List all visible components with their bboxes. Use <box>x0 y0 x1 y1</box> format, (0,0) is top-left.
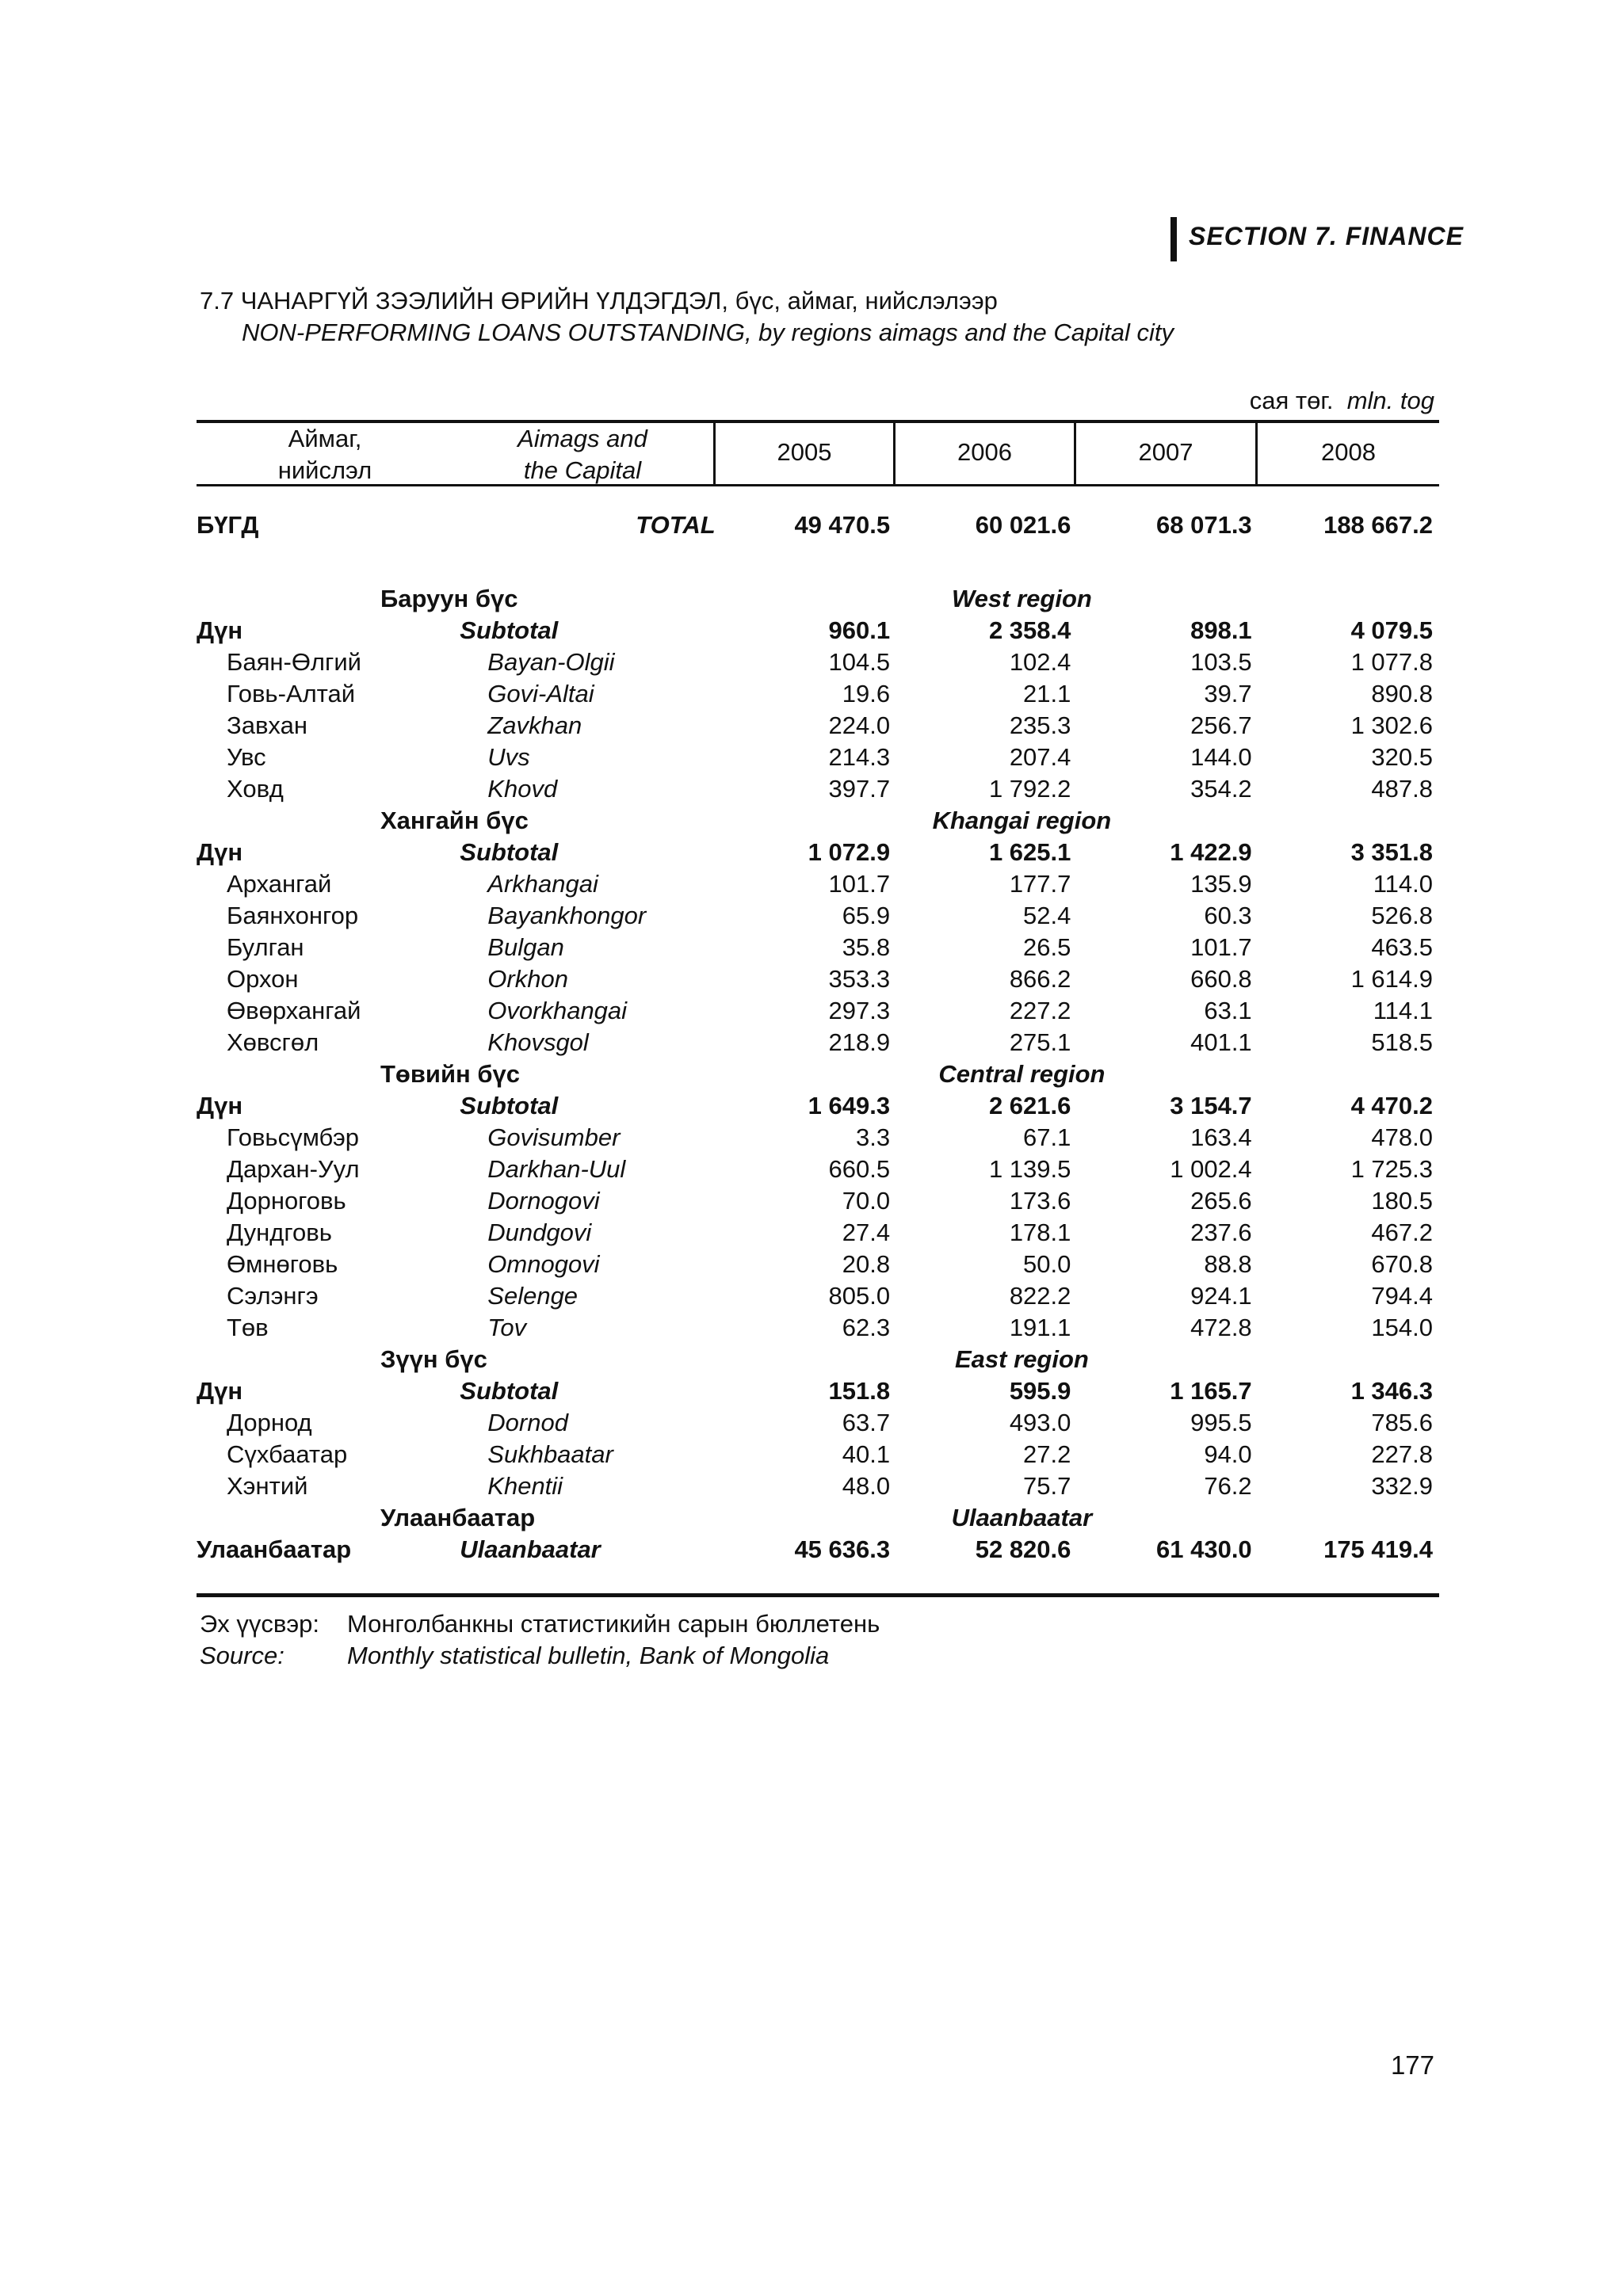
aimag-value: 227.2 <box>1009 997 1071 1024</box>
aimag-name-mn: Хөвсгөл <box>227 1028 319 1056</box>
total-value: 68 071.3 <box>1156 511 1252 539</box>
region-name-en: Khangai region <box>932 807 1112 834</box>
subtotal-label-en: Subtotal <box>460 1377 559 1405</box>
aimag-name-mn: Дархан-Уул <box>227 1155 360 1183</box>
aimag-name-en: Govisumber <box>487 1123 621 1151</box>
aimag-value: 866.2 <box>1009 965 1071 993</box>
aimag-value: 1 725.3 <box>1350 1155 1433 1183</box>
aimag-name-en: Sukhbaatar <box>487 1440 613 1468</box>
region-heading-row <box>197 805 1439 837</box>
aimag-value: 487.8 <box>1371 775 1433 803</box>
aimag-value: 805.0 <box>828 1282 891 1310</box>
table-row <box>197 1439 1439 1470</box>
aimag-value: 60.3 <box>1204 902 1252 929</box>
subtotal-value: 1 422.9 <box>1170 838 1252 866</box>
aimag-name-en: Bayankhongor <box>487 902 647 929</box>
subtotal-value: 595.9 <box>1009 1377 1071 1405</box>
aimag-name-en: Khovsgol <box>487 1028 589 1056</box>
aimag-name-en: Dundgovi <box>487 1219 592 1246</box>
data-table <box>197 509 1439 541</box>
aimag-value: 20.8 <box>842 1250 891 1278</box>
section-marker-bar <box>1170 217 1177 261</box>
spacer-row <box>197 575 1439 583</box>
aimag-value: 256.7 <box>1190 711 1252 739</box>
unit-en: mln. tog <box>1346 387 1434 414</box>
col-header-aimag-en-line1: Aimags and <box>517 425 647 452</box>
subtotal-value: 898.1 <box>1190 616 1252 644</box>
subtotal-value: 52 820.6 <box>975 1535 1071 1563</box>
table-row <box>197 678 1439 710</box>
aimag-name-mn: Хэнтий <box>227 1472 308 1500</box>
table-row <box>197 868 1439 900</box>
aimag-value: 63.7 <box>842 1409 891 1436</box>
aimag-value: 275.1 <box>1009 1028 1071 1056</box>
aimag-value: 397.7 <box>828 775 891 803</box>
aimag-name-mn: Дорнод <box>227 1409 312 1436</box>
aimag-name-en: Omnogovi <box>487 1250 600 1278</box>
col-header-aimag-mn-line1: Аймаг, <box>288 425 362 452</box>
subtotal-value: 2 621.6 <box>988 1092 1071 1119</box>
aimag-value: 88.8 <box>1204 1250 1252 1278</box>
aimag-name-en: Dornogovi <box>487 1187 600 1215</box>
region-name-mn: Зүүн бүс <box>380 1345 487 1373</box>
aimag-name-mn: Өвөрхангай <box>227 997 361 1024</box>
subtotal-value: 1 165.7 <box>1170 1377 1252 1405</box>
aimag-value: 332.9 <box>1371 1472 1433 1500</box>
aimag-name-mn: Говьсүмбэр <box>227 1123 360 1151</box>
aimag-value: 94.0 <box>1204 1440 1252 1468</box>
aimag-value: 1 792.2 <box>988 775 1071 803</box>
aimag-value: 214.3 <box>828 743 891 771</box>
subtotal-row <box>197 1090 1439 1122</box>
table-row <box>197 1122 1439 1154</box>
subtotal-value: 960.1 <box>828 616 891 644</box>
aimag-name-en: Orkhon <box>487 965 568 993</box>
col-header-aimag-mn-line2: нийслэл <box>277 456 372 484</box>
table-row <box>197 646 1439 678</box>
aimag-value: 207.4 <box>1009 743 1071 771</box>
subtotal-row <box>197 1534 1439 1566</box>
aimag-value: 1 302.6 <box>1350 711 1433 739</box>
aimag-name-en: Bulgan <box>487 933 564 961</box>
aimag-value: 660.5 <box>828 1155 891 1183</box>
subtotal-value: 3 351.8 <box>1350 838 1433 866</box>
aimag-value: 52.4 <box>1023 902 1071 929</box>
aimag-value: 19.6 <box>842 680 891 707</box>
aimag-value: 518.5 <box>1371 1028 1433 1056</box>
aimag-value: 154.0 <box>1371 1314 1433 1341</box>
aimag-value: 114.1 <box>1373 997 1433 1024</box>
table-row <box>197 1249 1439 1280</box>
section-label: SECTION 7. FINANCE <box>1189 222 1464 250</box>
subtotal-label-mn: Дүн <box>197 616 243 644</box>
aimag-name-en: Darkhan-Uul <box>487 1155 626 1183</box>
aimag-name-mn: Увс <box>227 743 266 771</box>
region-name-en: Ulaanbaatar <box>951 1504 1093 1531</box>
aimag-value: 75.7 <box>1023 1472 1071 1500</box>
aimag-value: 660.8 <box>1190 965 1252 993</box>
aimag-value: 3.3 <box>856 1123 891 1151</box>
table-row <box>197 932 1439 963</box>
aimag-value: 493.0 <box>1009 1409 1071 1436</box>
aimag-value: 785.6 <box>1371 1409 1433 1436</box>
total-label-en: TOTAL <box>636 511 716 539</box>
subtotal-value: 1 346.3 <box>1350 1377 1433 1405</box>
aimag-name-mn: Сүхбаатар <box>227 1440 348 1468</box>
aimag-name-en: Ovorkhangai <box>487 997 628 1024</box>
subtotal-value: 151.8 <box>828 1377 891 1405</box>
table-row <box>197 773 1439 805</box>
aimag-value: 1 614.9 <box>1350 965 1433 993</box>
table-row <box>197 742 1439 773</box>
table-row <box>197 710 1439 742</box>
aimag-value: 26.5 <box>1023 933 1071 961</box>
aimag-value: 177.7 <box>1009 870 1071 898</box>
aimag-value: 670.8 <box>1371 1250 1433 1278</box>
subtotal-value: 1 072.9 <box>808 838 891 866</box>
subtotal-value: 2 358.4 <box>988 616 1071 644</box>
subtotal-value: 3 154.7 <box>1170 1092 1252 1119</box>
aimag-value: 48.0 <box>842 1472 891 1500</box>
subtotal-label-en: Subtotal <box>460 1092 559 1119</box>
table-row <box>197 1185 1439 1217</box>
aimag-value: 354.2 <box>1190 775 1252 803</box>
aimag-value: 472.8 <box>1190 1314 1252 1341</box>
total-row <box>197 509 1439 541</box>
subtotal-row <box>197 615 1439 646</box>
aimag-value: 237.6 <box>1190 1219 1252 1246</box>
aimag-value: 265.6 <box>1190 1187 1252 1215</box>
aimag-value: 50.0 <box>1023 1250 1071 1278</box>
region-heading-row <box>197 1502 1439 1534</box>
table-row <box>197 1407 1439 1439</box>
region-name-mn: Төвийн бүс <box>380 1060 521 1088</box>
aimag-value: 70.0 <box>842 1187 891 1215</box>
col-header-year: 2006 <box>957 438 1012 466</box>
aimag-name-en: Bayan-Olgii <box>487 648 615 676</box>
subtotal-value: 4 470.2 <box>1350 1092 1433 1119</box>
aimag-value: 478.0 <box>1371 1123 1433 1151</box>
aimag-value: 102.4 <box>1009 648 1071 676</box>
aimag-name-mn: Төв <box>227 1314 269 1341</box>
aimag-value: 101.7 <box>1190 933 1252 961</box>
aimag-value: 526.8 <box>1371 902 1433 929</box>
subtotal-label-en: Ulaanbaatar <box>460 1535 601 1563</box>
aimag-value: 67.1 <box>1023 1123 1071 1151</box>
aimag-value: 1 139.5 <box>988 1155 1071 1183</box>
aimag-value: 40.1 <box>842 1440 891 1468</box>
subtotal-value: 1 625.1 <box>988 838 1071 866</box>
aimag-value: 822.2 <box>1009 1282 1071 1310</box>
table-row <box>197 1027 1439 1058</box>
table-row <box>197 1280 1439 1312</box>
subtotal-value: 1 649.3 <box>808 1092 891 1119</box>
aimag-value: 401.1 <box>1190 1028 1252 1056</box>
aimag-value: 65.9 <box>842 902 891 929</box>
aimag-name-mn: Өмнөговь <box>227 1250 338 1278</box>
aimag-value: 63.1 <box>1204 997 1252 1024</box>
source-label-en: Source: <box>200 1642 285 1669</box>
table-row <box>197 1154 1439 1185</box>
subtotal-label-en: Subtotal <box>460 838 559 866</box>
aimag-value: 191.1 <box>1009 1314 1071 1341</box>
aimag-value: 924.1 <box>1190 1282 1252 1310</box>
aimag-value: 27.4 <box>842 1219 891 1246</box>
col-header-aimag-en <box>499 423 666 486</box>
subtotal-value: 61 430.0 <box>1156 1535 1252 1563</box>
table-title-mn: 7.7 ЧАНАРГҮЙ ЗЭЭЛИЙН ӨРИЙН ҮЛДЭГДЭЛ, бүс, аймаг, нийслэлээр <box>200 287 998 315</box>
subtotal-value: 4 079.5 <box>1350 616 1433 644</box>
aimag-value: 353.3 <box>828 965 891 993</box>
aimag-name-mn: Говь-Алтай <box>227 680 356 707</box>
col-header-year: 2008 <box>1321 438 1376 466</box>
subtotal-value: 175 419.4 <box>1323 1535 1433 1563</box>
region-heading-row <box>197 1344 1439 1375</box>
region-name-mn: Баруун бүс <box>380 585 518 612</box>
aimag-value: 178.1 <box>1009 1219 1071 1246</box>
aimag-value: 320.5 <box>1371 743 1433 771</box>
aimag-name-mn: Дундговь <box>227 1219 332 1246</box>
total-value: 60 021.6 <box>975 511 1071 539</box>
col-header-aimag-en-line2: the Capital <box>523 456 642 484</box>
table-row <box>197 900 1439 932</box>
subtotal-label-mn: Дүн <box>197 838 243 866</box>
source-text-en: Monthly statistical bulletin, Bank of Mongolia <box>347 1642 830 1669</box>
aimag-name-en: Selenge <box>487 1282 579 1310</box>
region-heading-row <box>197 583 1439 615</box>
aimag-value: 104.5 <box>828 648 891 676</box>
aimag-name-en: Govi-Altai <box>487 680 594 707</box>
regions-table <box>197 575 1439 1566</box>
aimag-value: 180.5 <box>1371 1187 1433 1215</box>
aimag-name-mn: Орхон <box>227 965 299 993</box>
aimag-value: 21.1 <box>1023 680 1071 707</box>
aimag-name-en: Khentii <box>487 1472 563 1500</box>
table-row <box>197 1312 1439 1344</box>
aimag-value: 218.9 <box>828 1028 891 1056</box>
aimag-name-en: Tov <box>487 1314 527 1341</box>
total-value: 188 667.2 <box>1323 511 1433 539</box>
aimag-value: 224.0 <box>828 711 891 739</box>
aimag-value: 27.2 <box>1023 1440 1071 1468</box>
unit-mn: сая төг. <box>1249 387 1334 414</box>
col-header-year: 2007 <box>1138 438 1193 466</box>
aimag-value: 890.8 <box>1371 680 1433 707</box>
table-row <box>197 1470 1439 1502</box>
table-row <box>197 1217 1439 1249</box>
aimag-value: 163.4 <box>1190 1123 1252 1151</box>
aimag-value: 39.7 <box>1204 680 1252 707</box>
region-name-mn: Хангайн бүс <box>380 807 529 834</box>
aimag-value: 297.3 <box>828 997 891 1024</box>
subtotal-row <box>197 837 1439 868</box>
subtotal-value: 45 636.3 <box>794 1535 891 1563</box>
aimag-name-mn: Ховд <box>227 775 284 803</box>
region-name-mn: Улаанбаатар <box>380 1504 536 1531</box>
table-row <box>197 995 1439 1027</box>
col-header-year: 2005 <box>777 438 832 466</box>
subtotal-label-mn: Улаанбаатар <box>197 1535 352 1563</box>
aimag-value: 235.3 <box>1009 711 1071 739</box>
aimag-name-mn: Баянхонгор <box>227 902 359 929</box>
unit-label <box>1236 387 1434 415</box>
region-heading-row <box>197 1058 1439 1090</box>
region-name-en: East region <box>955 1345 1089 1373</box>
aimag-value: 76.2 <box>1204 1472 1252 1500</box>
aimag-value: 114.0 <box>1373 870 1433 898</box>
aimag-name-en: Khovd <box>487 775 558 803</box>
aimag-value: 35.8 <box>842 933 891 961</box>
aimag-name-mn: Баян-Өлгий <box>227 648 361 676</box>
region-name-en: West region <box>951 585 1092 612</box>
table-title-en: NON-PERFORMING LOANS OUTSTANDING, by regions aimags and the Capital city <box>242 318 1174 346</box>
aimag-value: 995.5 <box>1190 1409 1252 1436</box>
aimag-name-mn: Архангай <box>227 870 332 898</box>
aimag-value: 227.8 <box>1371 1440 1433 1468</box>
page-number: 177 <box>1390 2050 1434 2080</box>
aimag-value: 1 077.8 <box>1350 648 1433 676</box>
aimag-value: 467.2 <box>1371 1219 1433 1246</box>
aimag-value: 173.6 <box>1009 1187 1071 1215</box>
subtotal-label-en: Subtotal <box>460 616 559 644</box>
subtotal-label-mn: Дүн <box>197 1377 243 1405</box>
aimag-value: 144.0 <box>1190 743 1252 771</box>
aimag-name-en: Zavkhan <box>487 711 582 739</box>
aimag-value: 62.3 <box>842 1314 891 1341</box>
col-header-aimag-mn <box>246 423 404 486</box>
aimag-name-en: Dornod <box>487 1409 568 1436</box>
subtotal-row <box>197 1375 1439 1407</box>
table-bottom-rule <box>197 1593 1439 1597</box>
source-text-mn: Монголбанкны статистикийн сарын бюллетень <box>347 1610 880 1638</box>
source-label-mn: Эх үүсвэр: <box>200 1610 320 1638</box>
aimag-name-mn: Булган <box>227 933 304 961</box>
aimag-value: 794.4 <box>1371 1282 1433 1310</box>
aimag-value: 463.5 <box>1371 933 1433 961</box>
region-name-en: Central region <box>938 1060 1106 1088</box>
aimag-name-en: Arkhangai <box>487 870 598 898</box>
subtotal-label-mn: Дүн <box>197 1092 243 1119</box>
total-value: 49 470.5 <box>794 511 891 539</box>
table-row <box>197 963 1439 995</box>
aimag-name-mn: Сэлэнгэ <box>227 1282 319 1310</box>
aimag-value: 103.5 <box>1190 648 1252 676</box>
aimag-value: 1 002.4 <box>1170 1155 1252 1183</box>
aimag-name-mn: Дорноговь <box>227 1187 346 1215</box>
aimag-value: 101.7 <box>828 870 891 898</box>
aimag-name-mn: Завхан <box>227 711 307 739</box>
total-label-mn: БҮГД <box>197 511 259 539</box>
aimag-name-en: Uvs <box>487 743 530 771</box>
aimag-value: 135.9 <box>1190 870 1252 898</box>
